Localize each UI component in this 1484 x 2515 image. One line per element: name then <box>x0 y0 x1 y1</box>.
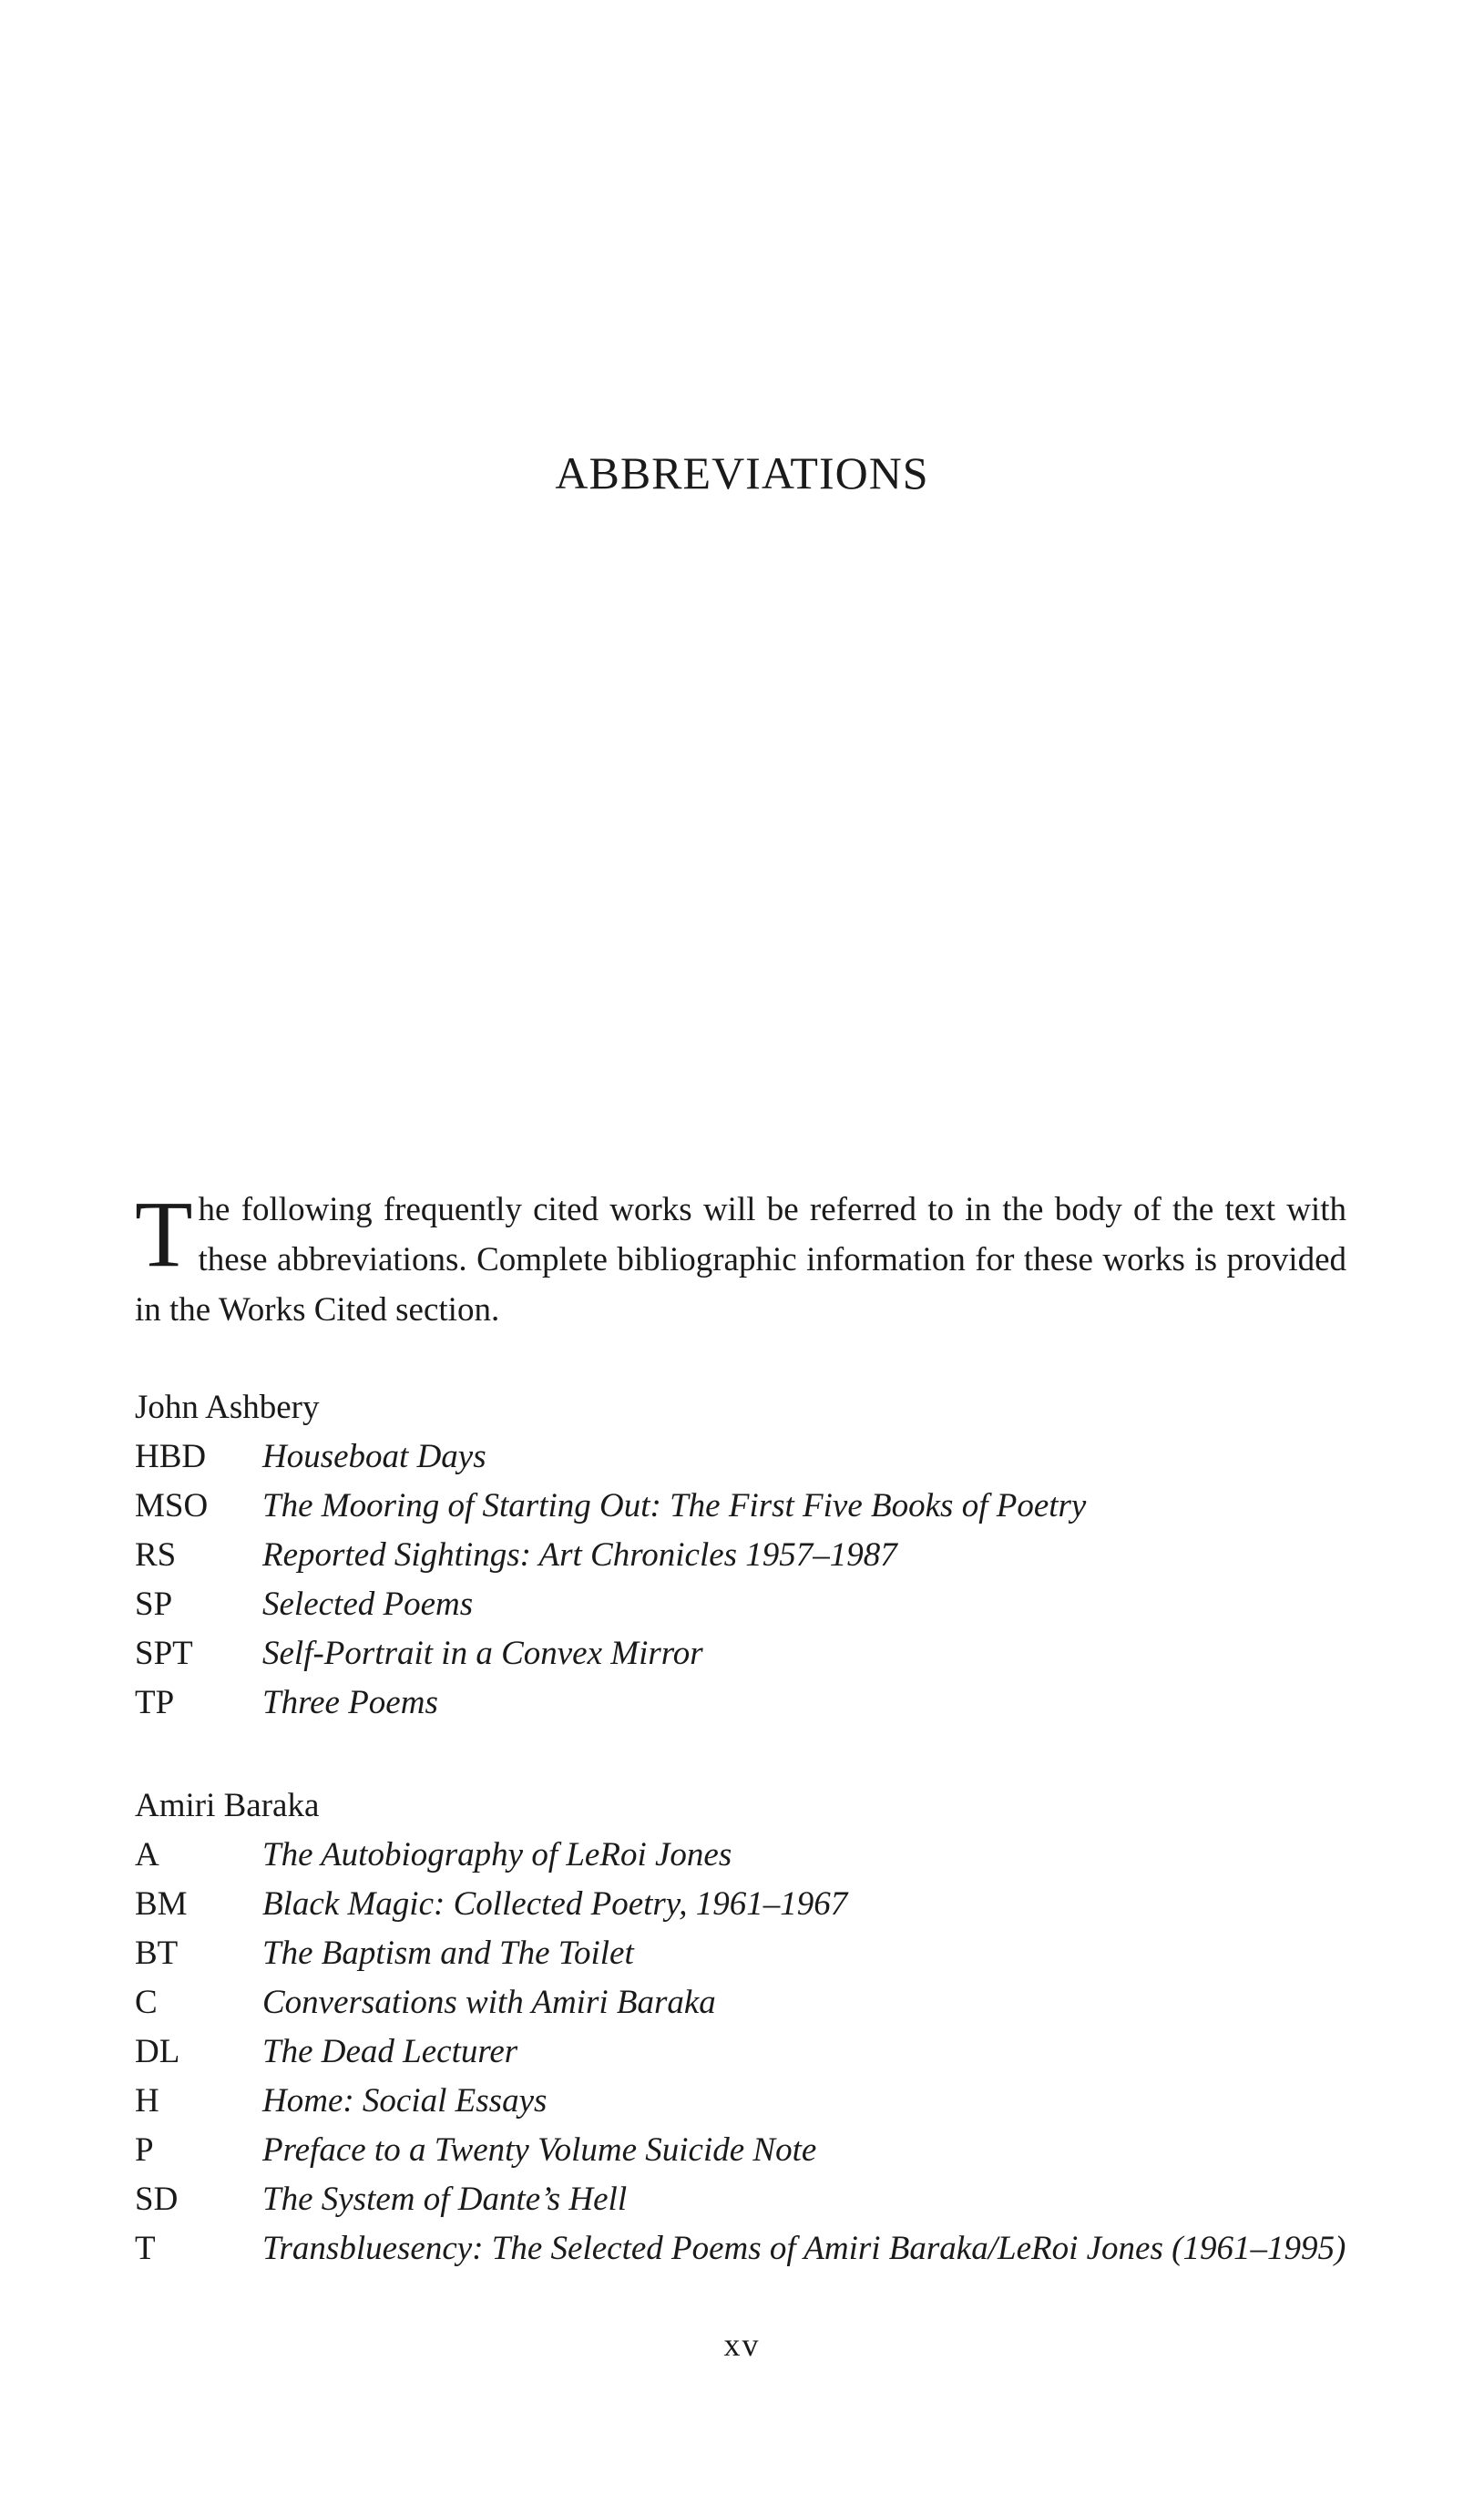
intro-text: he following frequently cited works will be referred to in the body of the text with these abbreviations. Complete bibliographic information for these works is provided in the Works Cited section. <box>135 1191 1346 1329</box>
drop-cap: T <box>135 1182 193 1287</box>
author-name: John Ashbery <box>135 1389 320 1426</box>
page-title: ABBREVIATIONS <box>555 447 929 498</box>
work-title: Houseboat Days <box>262 1438 486 1475</box>
work-title: The Baptism and The Toilet <box>262 1935 634 1972</box>
page-number: xv <box>723 2326 761 2363</box>
work-title: The Mooring of Starting Out: The First Five Books of Poetry <box>262 1487 1087 1524</box>
abbreviation-code: BM <box>135 1885 188 1923</box>
abbreviation-code: RS <box>135 1536 177 1574</box>
work-title: Home: Social Essays <box>262 2082 548 2120</box>
abbreviation-code: DL <box>135 2033 180 2070</box>
abbreviation-entry <box>135 2175 1374 2224</box>
work-title: Conversations with Amiri Baraka <box>262 1984 716 2021</box>
author-section-baraka <box>135 1781 1374 2274</box>
abbreviation-entry <box>135 1580 1374 1629</box>
abbreviation-code: P <box>135 2131 154 2169</box>
abbreviation-entry <box>135 1978 1374 2027</box>
work-title: Black Magic: Collected Poetry, 1961–1967 <box>262 1885 848 1923</box>
work-title: Preface to a Twenty Volume Suicide Note <box>262 2131 817 2169</box>
work-title: Transbluesency: The Selected Poems of Amiri Baraka/LeRoi Jones (1961–1995) <box>262 2230 1346 2267</box>
abbreviation-code: T <box>135 2230 156 2267</box>
work-title: Reported Sightings: Art Chronicles 1957–1987 <box>262 1536 897 1574</box>
abbreviation-code: TP <box>135 1684 175 1721</box>
abbreviation-code: HBD <box>135 1438 207 1475</box>
work-title: The Dead Lecturer <box>262 2033 518 2070</box>
intro-paragraph <box>135 1182 1346 1335</box>
abbreviation-code: SD <box>135 2181 179 2218</box>
work-title: The System of Dante’s Hell <box>262 2181 628 2218</box>
abbreviation-entry <box>135 2027 1374 2077</box>
abbreviation-entry <box>135 1629 1374 1678</box>
abbreviation-entry <box>135 1831 1374 1880</box>
abbreviation-code: C <box>135 1984 158 2021</box>
abbreviation-code: H <box>135 2082 159 2120</box>
abbreviation-entry <box>135 2126 1374 2175</box>
abbreviation-code: BT <box>135 1935 179 1972</box>
abbreviation-code: SPT <box>135 1635 193 1672</box>
abbreviation-entry <box>135 1880 1374 1929</box>
abbreviation-entry <box>135 1432 1374 1482</box>
author-section-ashbery <box>135 1383 1374 1728</box>
abbreviation-entry <box>135 1929 1374 1978</box>
abbreviation-code: SP <box>135 1586 173 1623</box>
work-title: Three Poems <box>262 1684 438 1721</box>
abbreviation-entry <box>135 1482 1374 1531</box>
abbreviation-code: MSO <box>135 1487 209 1524</box>
work-title: The Autobiography of LeRoi Jones <box>262 1836 732 1873</box>
author-name: Amiri Baraka <box>135 1787 320 1824</box>
abbreviation-entry <box>135 2224 1374 2274</box>
work-title: Selected Poems <box>262 1586 474 1623</box>
abbreviation-entry <box>135 2077 1374 2126</box>
abbreviation-code: A <box>135 1836 159 1873</box>
abbreviation-entry <box>135 1678 1374 1728</box>
abbreviation-entry <box>135 1531 1374 1580</box>
work-title: Self-Portrait in a Convex Mirror <box>262 1635 703 1672</box>
